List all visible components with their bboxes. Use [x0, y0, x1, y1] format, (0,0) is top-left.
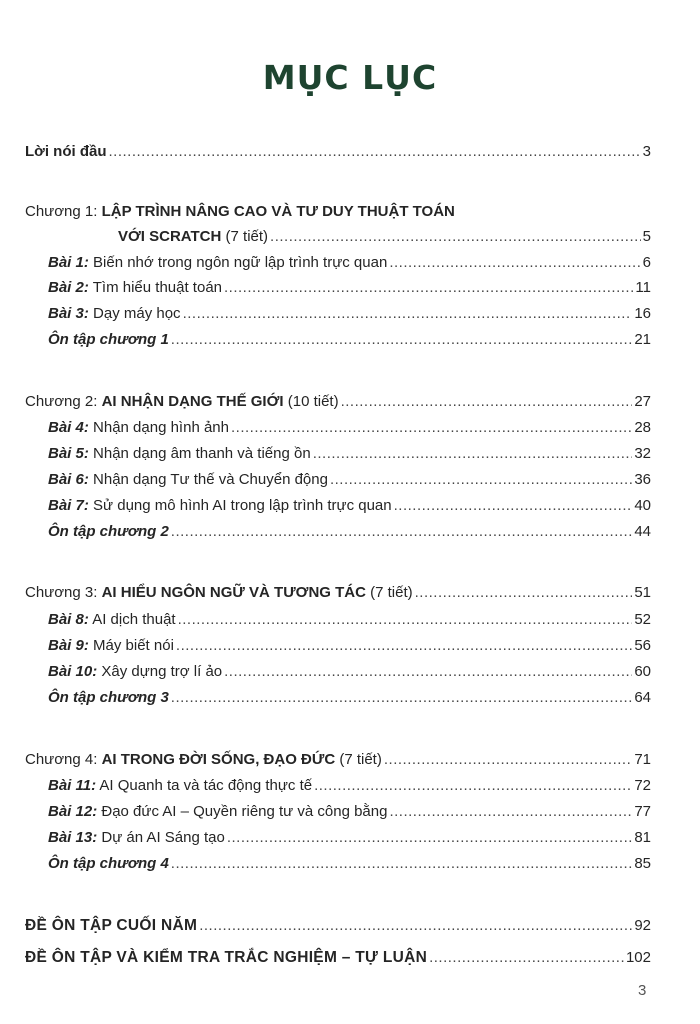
- toc-entry-lesson: [48, 496, 651, 518]
- page-number: 71: [634, 751, 651, 768]
- chapter-title: AI TRONG ĐỜI SỐNG, ĐẠO ĐỨC: [101, 751, 336, 768]
- lesson-number: Bài 11:: [48, 777, 97, 794]
- toc-entry-lesson: [48, 444, 651, 466]
- leader-dots: [171, 854, 633, 874]
- leader-dots: [224, 278, 633, 298]
- review-label: Ôn tập chương 4: [48, 855, 169, 872]
- leader-dots: [270, 227, 641, 247]
- leader-dots: [178, 610, 633, 630]
- page-number: 11: [635, 279, 651, 296]
- chapter-1-heading-line2: [118, 227, 651, 249]
- lesson-number: Bài 2:: [48, 279, 89, 296]
- toc-label: ĐỀ ÔN TẬP VÀ KIỂM TRA TRẮC NGHIỆM – TỰ LUẬN: [25, 949, 428, 966]
- chapter-prefix: Chương 3:: [25, 584, 102, 601]
- lesson-title: AI dịch thuật: [88, 611, 176, 628]
- chapter-2-heading: [25, 392, 651, 414]
- page-number: 51: [634, 584, 651, 601]
- lesson-title: Dạy máy học: [88, 305, 181, 322]
- toc-entry-lesson: [48, 253, 651, 275]
- lesson-number: Bài 6:: [48, 471, 89, 488]
- page-number: 102: [625, 949, 651, 966]
- toc-entry-lesson: [48, 304, 651, 326]
- toc-entry-preface: [25, 142, 651, 164]
- lesson-title: Xây dựng trợ lí ảo: [97, 663, 223, 680]
- chapter-prefix: Chương 1:: [25, 203, 102, 220]
- lesson-number: Bài 12:: [48, 803, 98, 820]
- toc-entry-final-test: [25, 948, 651, 970]
- lesson-title: Biến nhớ trong ngôn ngữ lập trình trực quan: [88, 254, 388, 271]
- toc-label: ĐỀ ÔN TẬP CUỐI NĂM: [25, 917, 198, 934]
- page-number: 21: [634, 331, 651, 348]
- lesson-title: Tìm hiểu thuật toán: [88, 279, 222, 296]
- page-number: 40: [634, 497, 651, 514]
- lesson-number: Bài 8:: [48, 611, 89, 628]
- toc-entry-review: [48, 688, 651, 710]
- lesson-title: AI Quanh ta và tác động thực tế: [96, 777, 313, 794]
- toc-entry-lesson: [48, 662, 651, 684]
- review-label: Ôn tập chương 1: [48, 331, 169, 348]
- leader-dots: [389, 802, 632, 822]
- toc-entry-review: [48, 854, 651, 876]
- chapter-periods: (10 tiết): [283, 393, 339, 410]
- chapter-periods: (7 tiết): [221, 228, 269, 245]
- review-label: Ôn tập chương 3: [48, 689, 169, 706]
- leader-dots: [313, 444, 633, 464]
- toc-entry-final-review: [25, 916, 651, 938]
- lesson-number: Bài 13:: [48, 829, 98, 846]
- page-number: 56: [634, 637, 651, 654]
- leader-dots: [227, 828, 632, 848]
- lesson-number: Bài 4:: [48, 419, 89, 436]
- lesson-title: Nhận dạng Tư thế và Chuyển động: [88, 471, 328, 488]
- page-number: 5: [642, 228, 651, 245]
- leader-dots: [199, 916, 632, 936]
- lesson-number: Bài 10:: [48, 663, 98, 680]
- toc-entry-lesson: [48, 418, 651, 440]
- lesson-number: Bài 7:: [48, 497, 89, 514]
- page-number: 85: [634, 855, 651, 872]
- lesson-title: Đạo đức AI – Quyền riêng tư và công bằng: [97, 803, 388, 820]
- chapter-4-heading: [25, 750, 651, 772]
- page-number: 77: [634, 803, 651, 820]
- toc-entry-lesson: [48, 828, 651, 850]
- toc-entry-lesson: [48, 776, 651, 798]
- page-number: 28: [634, 419, 651, 436]
- footer-page-number: 3: [638, 982, 647, 999]
- lesson-title: Máy biết nói: [88, 637, 174, 654]
- chapter-periods: (7 tiết): [365, 584, 413, 601]
- leader-dots: [389, 253, 640, 273]
- leader-dots: [109, 142, 641, 162]
- toc-entry-lesson: [48, 802, 651, 824]
- leader-dots: [429, 948, 624, 968]
- chapter-3-heading: [25, 583, 651, 605]
- chapter-title-cont: VỚI SCRATCH: [118, 228, 222, 245]
- chapter-1-heading: [25, 202, 455, 222]
- page-number: 32: [634, 445, 651, 462]
- lesson-number: Bài 9:: [48, 637, 89, 654]
- lesson-number: Bài 1:: [48, 254, 89, 271]
- leader-dots: [384, 750, 632, 770]
- lesson-title: Nhận dạng âm thanh và tiếng ồn: [88, 445, 311, 462]
- page-number: 16: [634, 305, 651, 322]
- leader-dots: [415, 583, 633, 603]
- toc-entry-review: [48, 330, 651, 352]
- page-number: 92: [634, 917, 651, 934]
- page-number: 36: [634, 471, 651, 488]
- lesson-title: Dự án AI Sáng tạo: [97, 829, 225, 846]
- page-number: 44: [634, 523, 651, 540]
- page-title: MỤC LỤC: [262, 58, 438, 97]
- page-number: 72: [634, 777, 651, 794]
- lesson-title: Nhận dạng hình ảnh: [88, 419, 229, 436]
- leader-dots: [171, 522, 633, 542]
- leader-dots: [224, 662, 632, 682]
- leader-dots: [171, 330, 633, 350]
- toc-entry-lesson: [48, 470, 651, 492]
- lesson-title: Sử dụng mô hình AI trong lập trình trực quan: [88, 497, 392, 514]
- lesson-number: Bài 3:: [48, 305, 89, 322]
- chapter-prefix: Chương 4:: [25, 751, 102, 768]
- page-number: 64: [634, 689, 651, 706]
- chapter-prefix: Chương 2:: [25, 393, 102, 410]
- leader-dots: [176, 636, 632, 656]
- toc-entry-review: [48, 522, 651, 544]
- leader-dots: [231, 418, 632, 438]
- toc-entry-lesson: [48, 610, 651, 632]
- chapter-title: AI HIỂU NGÔN NGỮ VÀ TƯƠNG TÁC: [101, 584, 366, 601]
- chapter-periods: (7 tiết): [335, 751, 382, 768]
- page-number: 60: [634, 663, 651, 680]
- chapter-title: AI NHẬN DẠNG THẾ GIỚI: [101, 393, 284, 410]
- toc-entry-lesson: [48, 636, 651, 658]
- leader-dots: [341, 392, 633, 412]
- review-label: Ôn tập chương 2: [48, 523, 169, 540]
- leader-dots: [394, 496, 633, 516]
- leader-dots: [171, 688, 633, 708]
- toc-entry-lesson: [48, 278, 651, 300]
- leader-dots: [330, 470, 632, 490]
- leader-dots: [314, 776, 632, 796]
- lesson-number: Bài 5:: [48, 445, 89, 462]
- page-number: 81: [634, 829, 651, 846]
- leader-dots: [183, 304, 633, 324]
- page-number: 6: [642, 254, 651, 271]
- toc-label: Lời nói đầu: [25, 143, 107, 160]
- page-number: 27: [634, 393, 651, 410]
- page-number: 3: [642, 143, 651, 160]
- page-number: 52: [634, 611, 651, 628]
- chapter-title: LẬP TRÌNH NÂNG CAO VÀ TƯ DUY THUẬT TOÁN: [101, 203, 455, 220]
